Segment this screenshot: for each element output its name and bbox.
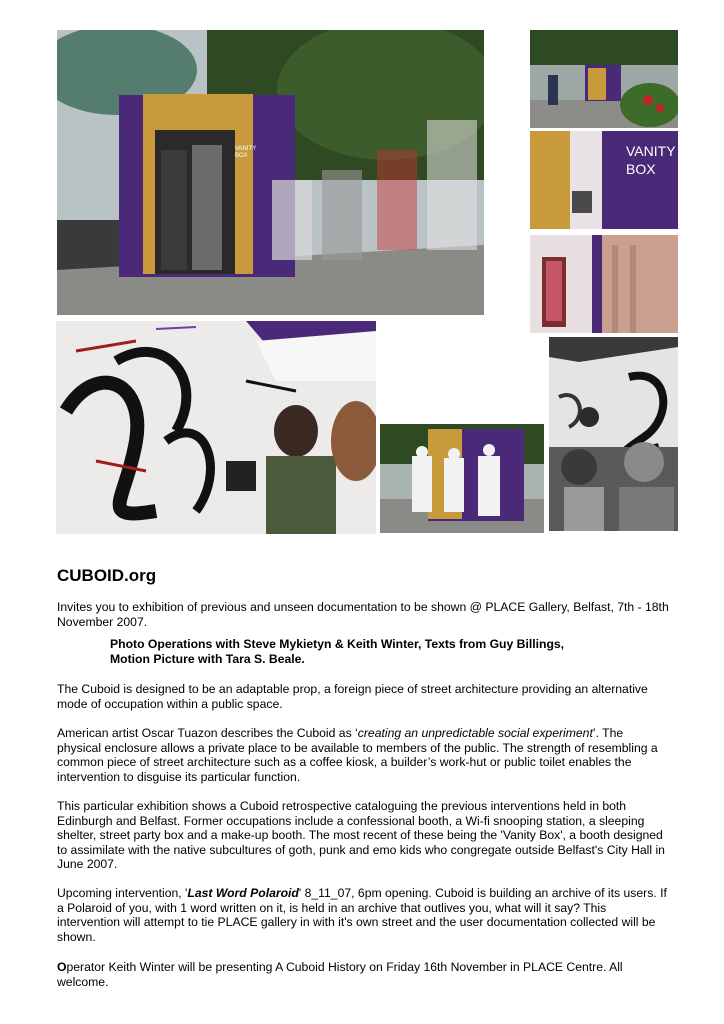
paragraph-cuboid-history-talk: [57, 960, 669, 989]
paragraph-text: The Cuboid is designed to be an adaptable prop, a foreign piece of street architecture providing an alternative mode of occupation within a public space.: [57, 682, 648, 711]
paragraph-upcoming-intervention: [57, 886, 669, 944]
sign-label-line2: BOX: [626, 161, 656, 177]
quote-text: creating an unpredictable social experiment: [357, 726, 593, 740]
booth-label-line2: BOX: [235, 153, 248, 159]
paragraph-exhibition: [57, 799, 669, 872]
credits-line-1: Photo Operations with Steve Mykietyn & Keith Winter, Texts from Guy Billings,: [110, 637, 565, 651]
photo-figures-white-suits: [380, 424, 544, 533]
first-letter: O: [57, 960, 67, 974]
photo-bw-graffiti-crowd: [549, 337, 678, 531]
paragraph-text-after: ’. The physical enclosure allows a private place to be available to members of the public. The strength of resembling a common piece of street architecture such as a coffee kiosk, a builder’s work-hut or public toilet enables the intervention to disguise its particular function.: [57, 726, 658, 784]
paragraph-text: perator Keith Winter will be presenting A Cuboid History on Friday 16th November in PLACE Centre. All welcome.: [57, 960, 623, 989]
sign-label-line1: VANITY: [626, 143, 676, 159]
credits-block: [110, 637, 630, 666]
paragraph-text-after: ' 8_11_07, 6pm opening. Cuboid is building an archive of its users. If a Polaroid of you, with 1 word written on it, is held in an archive that outlives you, what will it say? This intervention will attempt to tie PLACE gallery in with it's own street and the user documentation collected will be shown.: [57, 886, 667, 944]
photo-vanity-box-street: [57, 30, 484, 315]
intro-paragraph: [57, 600, 669, 629]
booth-label-line1: VANITY: [235, 146, 257, 152]
intro-text: Invites you to exhibition of previous and unseen documentation to be shown @ PLACE Gallery, Belfast, 7th - 18th November 2007.: [57, 600, 669, 629]
paragraph-cuboid-description: [57, 682, 669, 711]
photo-booth-interior: [530, 235, 678, 333]
paragraph-text: This particular exhibition shows a Cuboid retrospective cataloguing the previous interventions held in both Edinburgh and Belfast. Former occupations include a confessional booth, a Wi-fi snooping station, a sleeping shelter, street party box and a make-up booth. The most recent of these being the 'Vanity Box', a booth designed to assimilate with the native subcultures of goth, punk and emo kids who congregate outside Belfast's City Hall in June 2007.: [57, 799, 665, 872]
photo-graffiti-interior: [56, 321, 376, 534]
credits-line-2: Motion Picture with Tara S. Beale.: [110, 651, 305, 666]
paragraph-oscar-tuazon: [57, 726, 669, 784]
photo-booth-square: [530, 30, 678, 128]
intervention-title: Last Word Polaroid: [187, 886, 299, 900]
paragraph-text-before: American artist Oscar Tuazon describes the Cuboid as ‘: [57, 726, 358, 740]
photo-vanity-box-sign: [530, 131, 678, 229]
page-title: CUBOID.org: [57, 566, 157, 585]
paragraph-text-before: Upcoming intervention, ': [57, 886, 188, 900]
